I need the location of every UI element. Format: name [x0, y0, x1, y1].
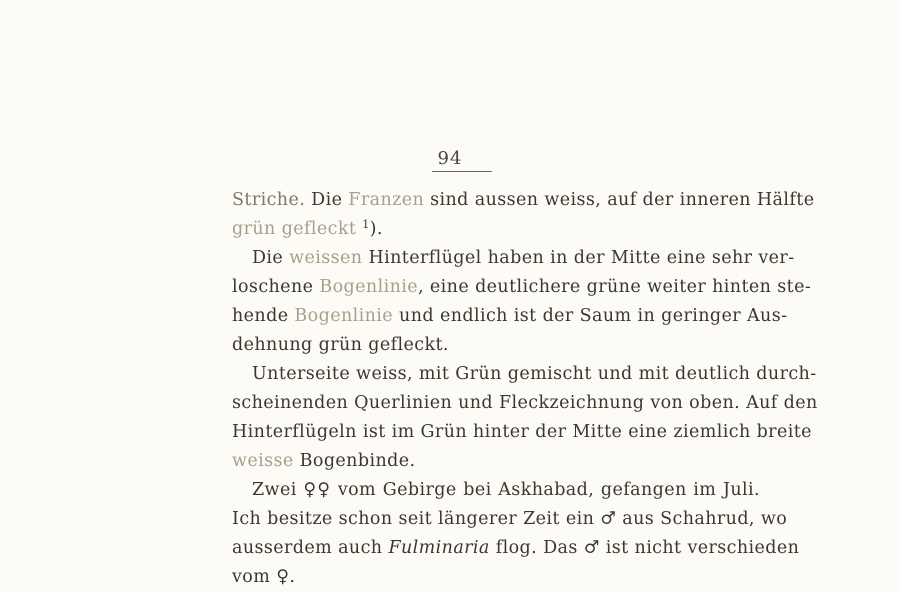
text-segment: weisse — [232, 451, 300, 471]
text-segment: Bogenlinie — [319, 277, 418, 297]
text-segment: ist nicht verschieden — [599, 538, 800, 558]
text-segment: , eine deutlichere grüne weiter hinten ste- — [418, 277, 812, 297]
text-line — [232, 534, 800, 563]
text-segment: grün gefleckt — [232, 219, 363, 239]
footnote-marker: 1 — [362, 218, 370, 231]
text-segment: Franzen — [348, 190, 431, 210]
species-name: Fulminaria — [388, 538, 490, 558]
male-symbol: ♂ — [583, 538, 600, 558]
text-segment: loschene — [232, 277, 320, 297]
text-segment: . — [289, 567, 296, 587]
female-symbol: ♀ — [276, 567, 290, 587]
text-line — [232, 302, 788, 331]
text-segment: ausserdem auch — [232, 538, 389, 558]
text-segment: Unterseite weiss, mit Grün gemischt und mit deutlich durch- — [252, 364, 817, 384]
text-segment: Striche. — [232, 190, 312, 210]
text-line — [232, 215, 760, 244]
text-segment: Bogenlinie — [294, 306, 394, 326]
text-line — [232, 331, 760, 360]
text-segment: vom — [232, 567, 277, 587]
text-segment: und endlich ist der Saum in geringer Aus- — [393, 306, 788, 326]
text-line — [232, 360, 817, 389]
text-segment: Hinterflügel haben in der Mitte eine sehr ver- — [368, 248, 795, 268]
female-symbol: ♀♀ — [303, 480, 332, 500]
text-line — [232, 505, 788, 534]
text-segment: Zwei — [252, 480, 304, 500]
text-segment: ). — [369, 219, 383, 239]
text-segment: aus Schahrud, wo — [616, 509, 788, 529]
text-segment: dehnung grün gefleckt. — [232, 335, 449, 355]
text-segment: Die — [252, 248, 290, 268]
text-line — [232, 244, 795, 273]
text-line — [232, 273, 812, 302]
text-segment: hende — [232, 306, 295, 326]
text-line — [232, 563, 760, 592]
page-number: 94 — [437, 148, 463, 169]
male-symbol: ♂ — [600, 509, 617, 529]
text-segment: scheinenden Querlinien und Fleckzeichnung von oben. Auf den — [232, 393, 818, 413]
text-line — [232, 186, 815, 215]
text-segment: Ich besitze schon seit längerer Zeit ein — [232, 509, 601, 529]
text-segment: Die — [311, 190, 349, 210]
text-segment: sind aussen weiss, auf der inneren Hälfte — [430, 190, 815, 210]
text-line — [232, 389, 818, 418]
text-line — [232, 418, 812, 447]
text-segment: flog. Das — [489, 538, 584, 558]
text-segment: weissen — [289, 248, 369, 268]
text-segment: Hinterflügeln ist im Grün hinter der Mitte eine ziemlich breite — [232, 422, 812, 442]
text-segment: Bogenbinde. — [299, 451, 416, 471]
text-line — [232, 447, 760, 476]
header-rule — [432, 171, 492, 172]
text-segment: vom Gebirge bei Askhabad, gefangen im Juli. — [331, 480, 761, 500]
body-text — [232, 186, 818, 592]
text-line — [232, 476, 760, 505]
